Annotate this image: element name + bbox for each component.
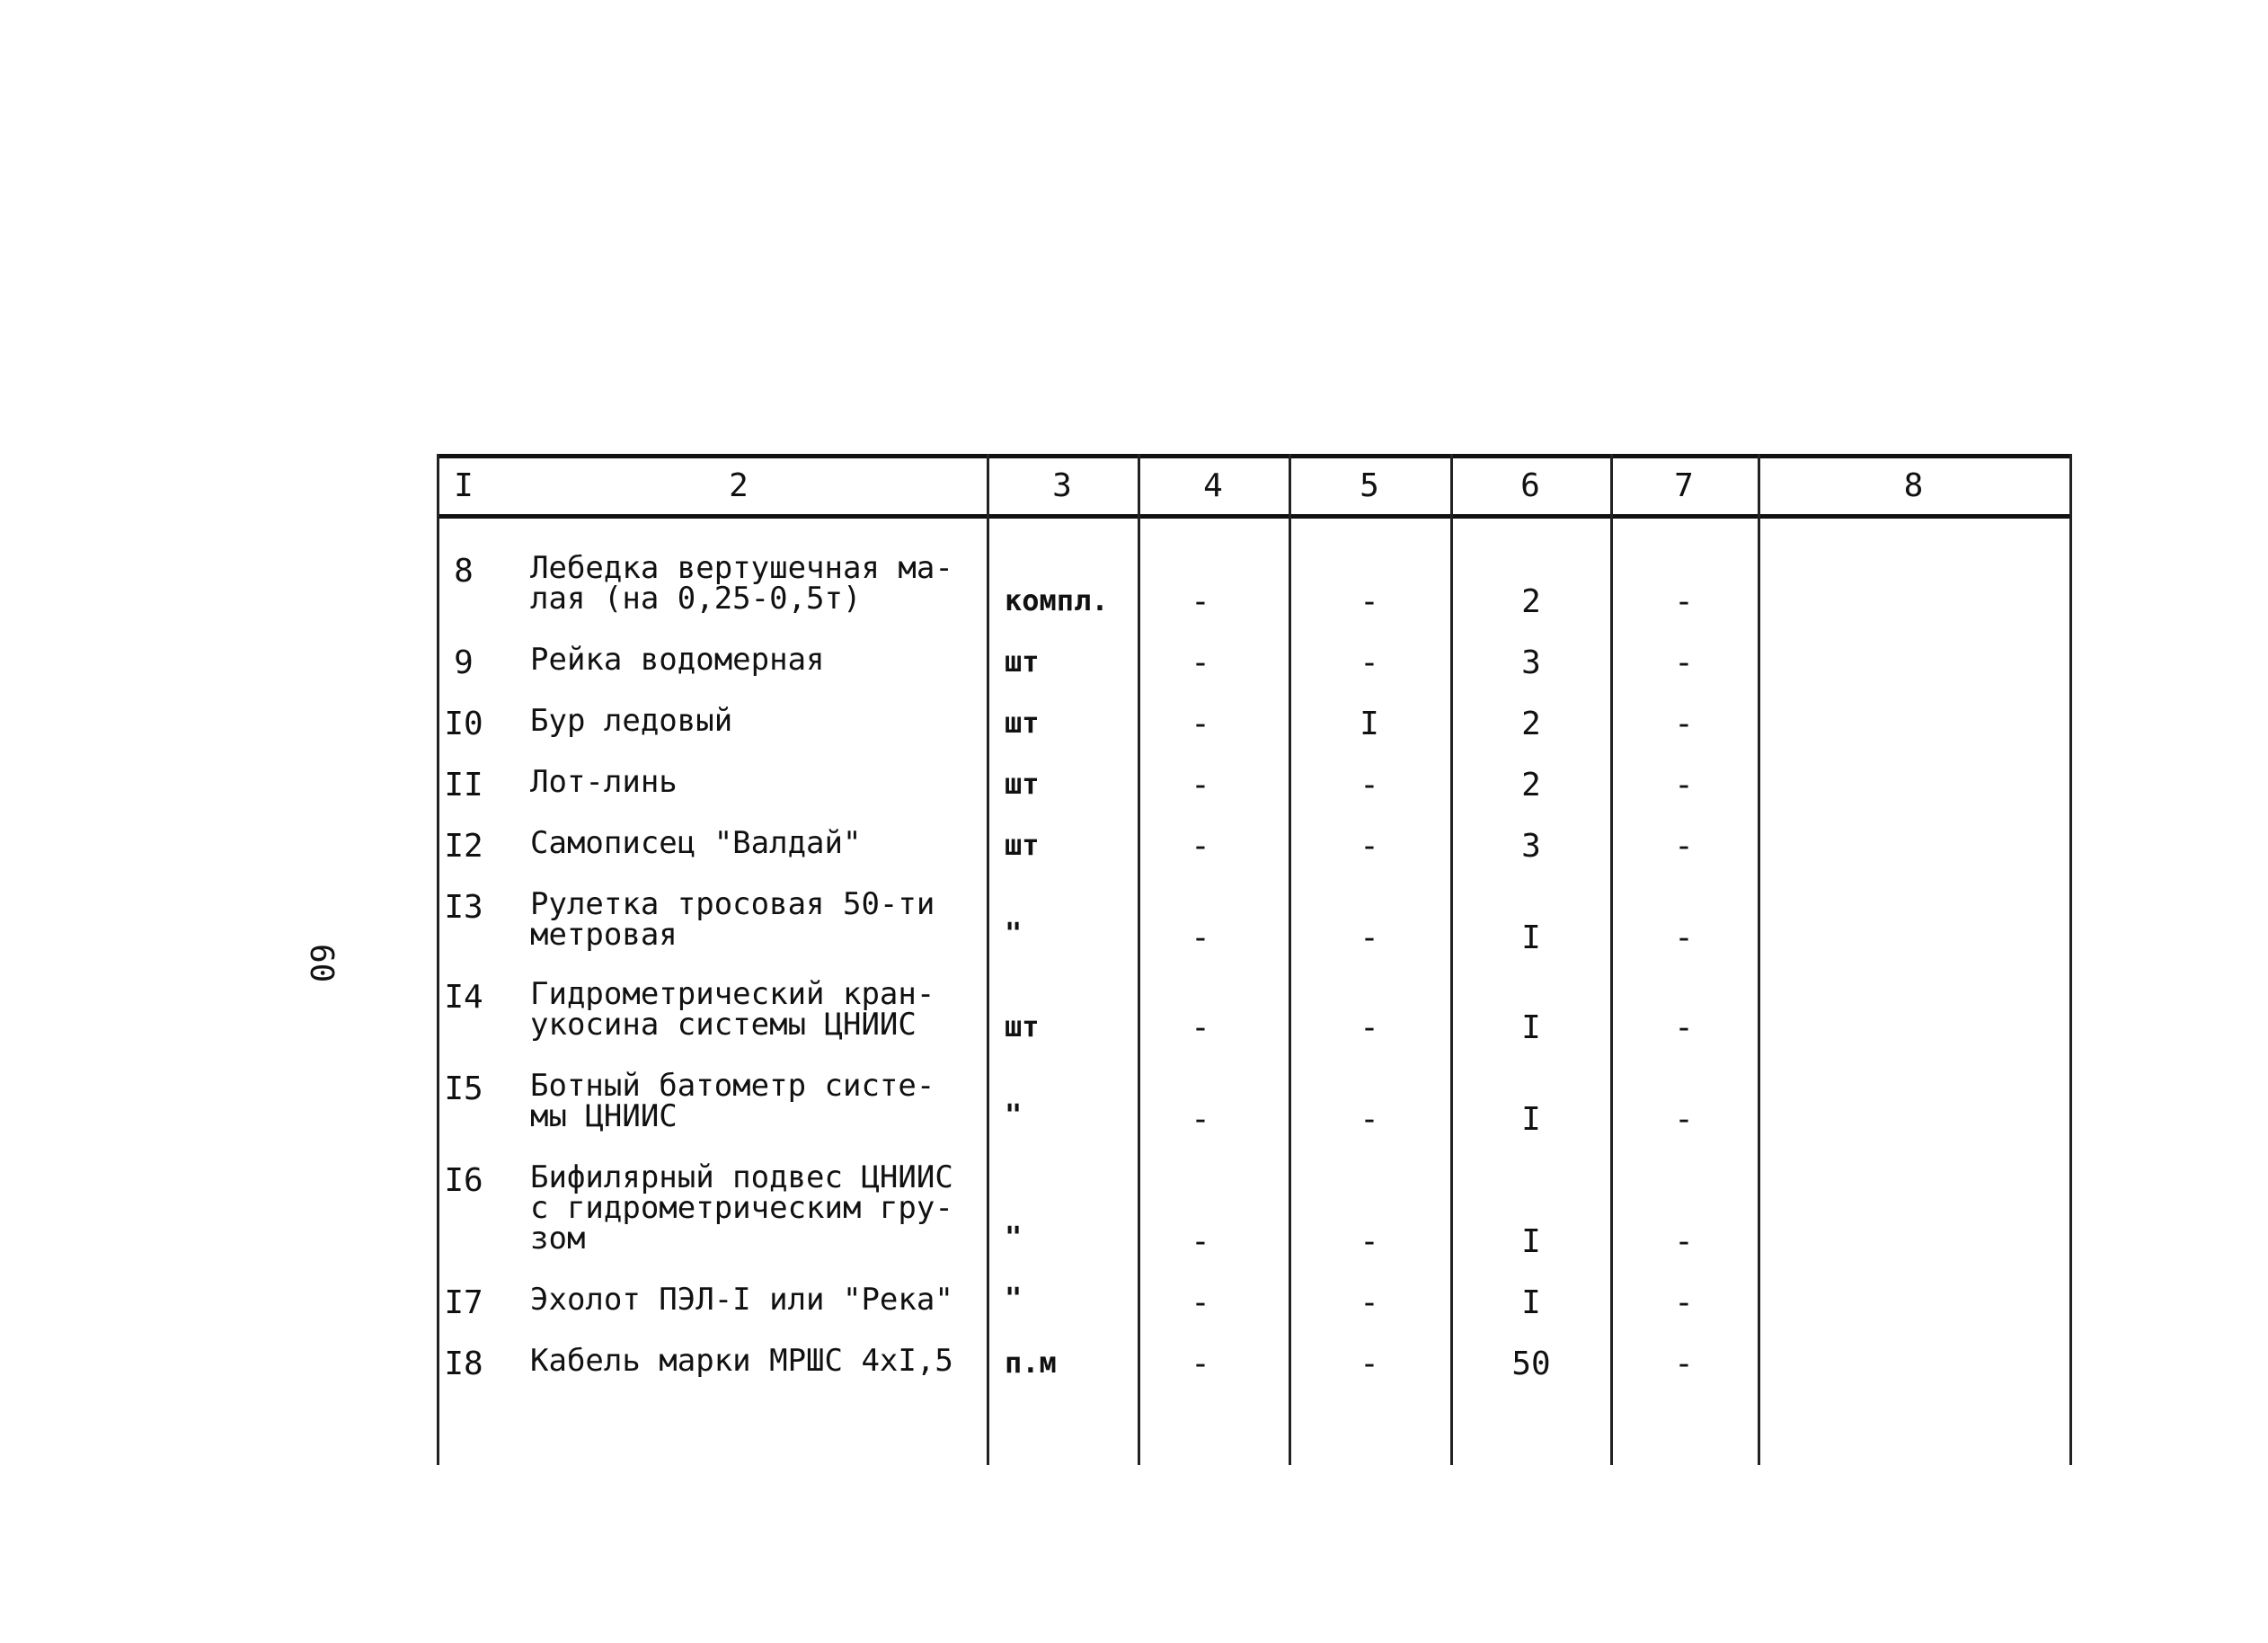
column-header: 2 bbox=[729, 467, 749, 504]
column-header: 4 bbox=[1203, 467, 1223, 504]
row-number: I4 bbox=[444, 979, 483, 1016]
value-cell: - bbox=[1191, 828, 1210, 865]
unit-cell: шт bbox=[1005, 1009, 1040, 1044]
value-cell: 2 bbox=[1521, 706, 1541, 742]
item-name: Эхолот ПЭЛ-I или "Река" bbox=[530, 1282, 953, 1318]
row-number: 9 bbox=[454, 644, 474, 681]
value-cell: - bbox=[1674, 1284, 1694, 1321]
value-cell: 2 bbox=[1521, 767, 1541, 804]
value-cell: - bbox=[1674, 583, 1694, 620]
value-cell: 3 bbox=[1521, 828, 1541, 865]
row-number: 8 bbox=[454, 553, 474, 590]
column-header: 7 bbox=[1674, 467, 1694, 504]
value-cell: 3 bbox=[1521, 644, 1541, 681]
row-number: II bbox=[444, 767, 483, 804]
value-cell: - bbox=[1674, 1101, 1694, 1138]
unit-cell: шт bbox=[1005, 828, 1040, 862]
value-cell: I bbox=[1521, 919, 1541, 956]
row-number: I0 bbox=[444, 706, 483, 742]
value-cell: - bbox=[1191, 1009, 1210, 1046]
value-cell: I bbox=[1521, 1101, 1541, 1138]
value-cell: - bbox=[1674, 919, 1694, 956]
unit-cell: " bbox=[1005, 916, 1023, 950]
column-header: 3 bbox=[1052, 467, 1072, 504]
item-name: Лебедка вертушечная ма- лая (на 0,25-0,5т) bbox=[530, 550, 953, 617]
value-cell: - bbox=[1360, 1345, 1379, 1382]
value-cell: - bbox=[1191, 1223, 1210, 1260]
value-cell: - bbox=[1674, 767, 1694, 804]
column-divider bbox=[2069, 454, 2072, 1465]
column-header: 6 bbox=[1520, 467, 1540, 504]
unit-cell: шт bbox=[1005, 706, 1040, 740]
row-number: I7 bbox=[444, 1284, 483, 1321]
item-name: Ботный батометр систе- мы ЦНИИС bbox=[530, 1068, 935, 1134]
value-cell: - bbox=[1360, 1101, 1379, 1138]
unit-cell: п.м bbox=[1005, 1345, 1057, 1380]
item-name: Рейка водомерная bbox=[530, 642, 825, 678]
header-bottom-rule bbox=[437, 514, 2072, 519]
value-cell: - bbox=[1674, 1009, 1694, 1046]
unit-cell: шт bbox=[1005, 767, 1040, 801]
column-header: 5 bbox=[1360, 467, 1379, 504]
value-cell: - bbox=[1360, 583, 1379, 620]
item-name: Самописец "Валдай" bbox=[530, 825, 862, 861]
value-cell: - bbox=[1360, 767, 1379, 804]
value-cell: - bbox=[1191, 1101, 1210, 1138]
row-number: I5 bbox=[444, 1070, 483, 1107]
value-cell: - bbox=[1191, 1345, 1210, 1382]
value-cell: 50 bbox=[1511, 1345, 1551, 1382]
value-cell: - bbox=[1674, 644, 1694, 681]
value-cell: I bbox=[1521, 1009, 1541, 1046]
column-divider bbox=[987, 454, 989, 1465]
column-header: I bbox=[454, 467, 474, 504]
value-cell: - bbox=[1674, 828, 1694, 865]
column-header: 8 bbox=[1903, 467, 1924, 504]
value-cell: - bbox=[1191, 583, 1210, 620]
column-divider bbox=[1758, 454, 1760, 1465]
value-cell: - bbox=[1191, 1284, 1210, 1321]
row-number: I3 bbox=[444, 889, 483, 926]
value-cell: - bbox=[1360, 1223, 1379, 1260]
value-cell: 2 bbox=[1521, 583, 1541, 620]
unit-cell: " bbox=[1005, 1220, 1023, 1254]
equipment-table bbox=[437, 454, 2072, 1465]
table-header bbox=[437, 458, 2072, 514]
unit-cell: шт bbox=[1005, 644, 1040, 679]
row-number: I6 bbox=[444, 1162, 483, 1199]
item-name: Лот-линь bbox=[530, 764, 678, 800]
row-number: I2 bbox=[444, 828, 483, 865]
value-cell: - bbox=[1191, 706, 1210, 742]
value-cell: - bbox=[1360, 828, 1379, 865]
value-cell: I bbox=[1360, 706, 1379, 742]
item-name: Гидрометрический кран- укосина системы ЦНИИС bbox=[530, 976, 935, 1043]
value-cell: I bbox=[1521, 1284, 1541, 1321]
value-cell: - bbox=[1191, 644, 1210, 681]
value-cell: - bbox=[1674, 1223, 1694, 1260]
unit-cell: " bbox=[1005, 1097, 1023, 1132]
value-cell: - bbox=[1191, 919, 1210, 956]
value-cell: - bbox=[1360, 1009, 1379, 1046]
value-cell: - bbox=[1360, 644, 1379, 681]
value-cell: - bbox=[1674, 706, 1694, 742]
value-cell: - bbox=[1360, 919, 1379, 956]
value-cell: - bbox=[1360, 1284, 1379, 1321]
unit-cell: " bbox=[1005, 1281, 1023, 1315]
row-number: I8 bbox=[444, 1345, 483, 1382]
item-name: Рулетка тросовая 50-ти метровая bbox=[530, 886, 935, 953]
page-number: 60 bbox=[303, 944, 340, 983]
item-name: Бифилярный подвес ЦНИИС с гидрометрическим гру- зом bbox=[530, 1159, 953, 1257]
item-name: Бур ледовый bbox=[530, 703, 733, 739]
value-cell: - bbox=[1191, 767, 1210, 804]
unit-cell: компл. bbox=[1005, 583, 1109, 617]
value-cell: - bbox=[1674, 1345, 1694, 1382]
value-cell: I bbox=[1521, 1223, 1541, 1260]
item-name: Кабель марки МРШС 4хI,5 bbox=[530, 1343, 953, 1379]
